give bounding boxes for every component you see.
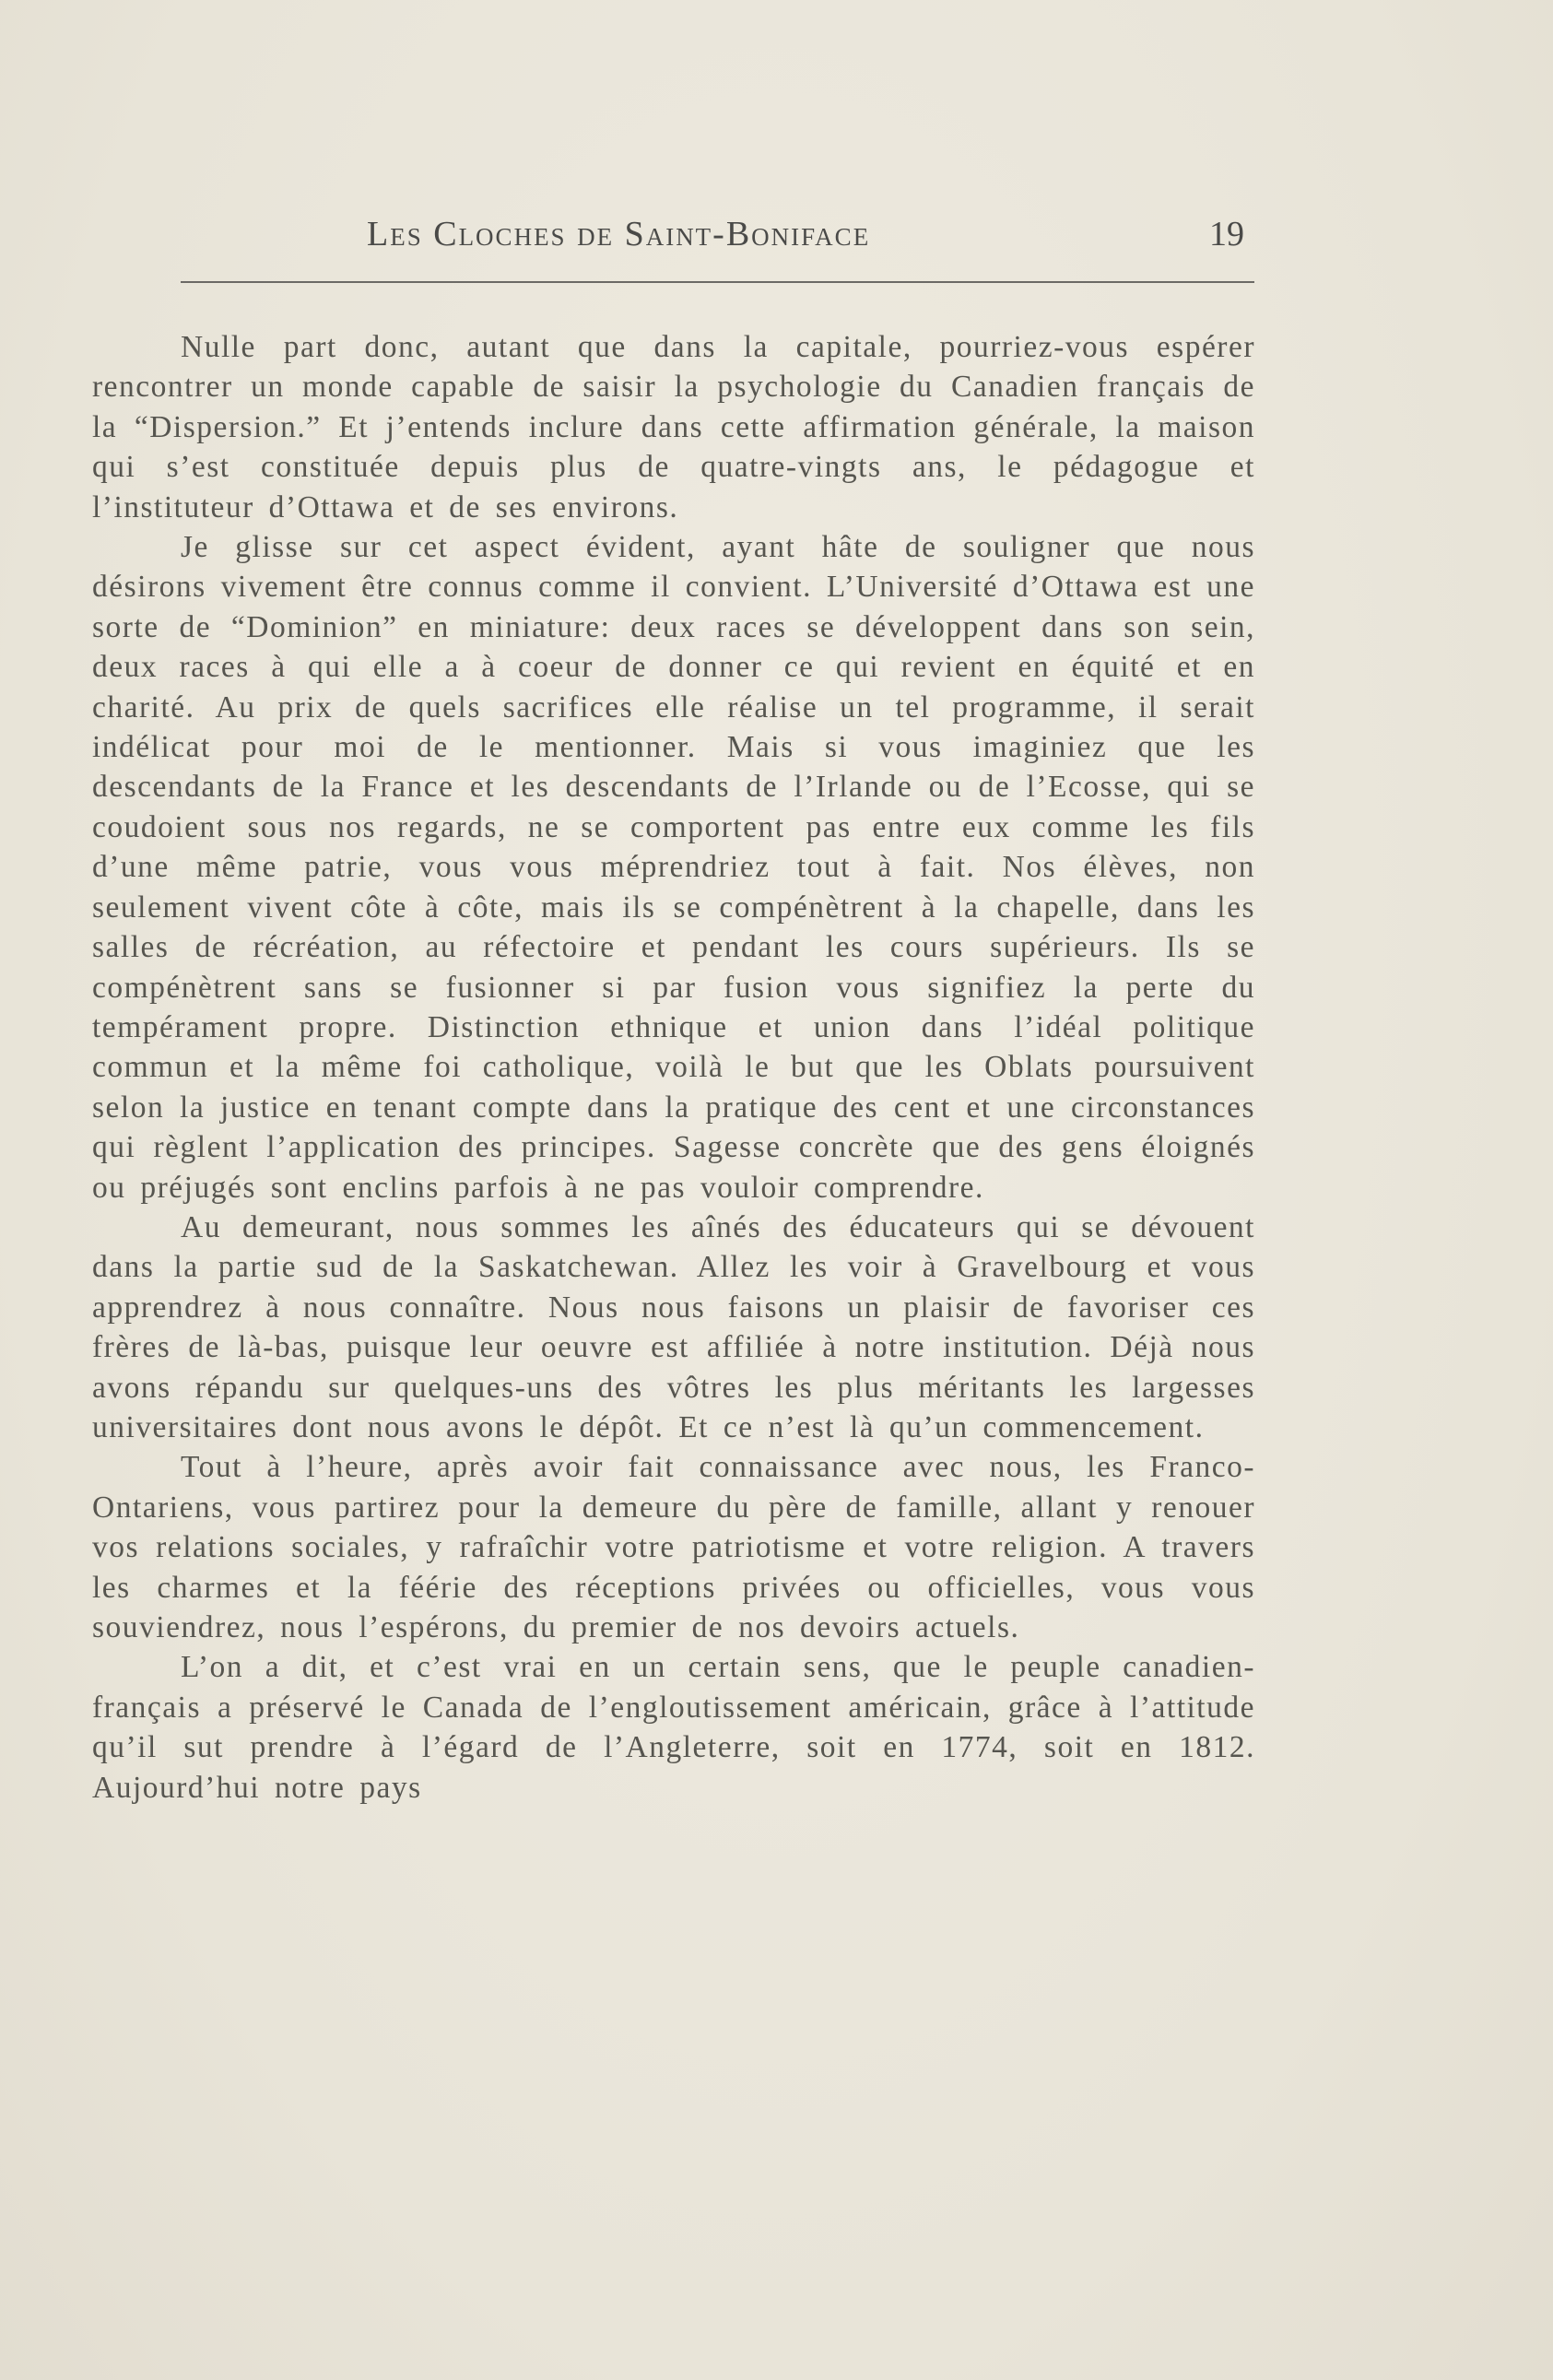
page-header	[92, 214, 1253, 269]
paragraph: Tout à l’heure, après avoir fait connaissance avec nous, les Franco-Ontariens, vous partirez pour la demeure du père de famille, allant y renouer vos relations sociales, y rafraîchir votre patriotisme et votre religion. A travers les charmes et la féérie des réceptions privées ou officielles, vous vous souviendrez, nous l’espérons, du premier de nos devoirs actuels.	[92, 1450, 1255, 1644]
page-number: 19	[1209, 215, 1244, 253]
running-title: Les Cloches de Saint-Boniface	[367, 215, 871, 253]
body-text	[92, 327, 1255, 1808]
paragraph: Au demeurant, nous sommes les aînés des éducateurs qui se dévouent dans la partie sud de la Saskatchewan. Allez les voir à Gravelbourg et vous apprendrez à nous connaître. Nous nous faisons un plaisir de favoriser ces frères de là-bas, puisque leur oeuvre est affiliée à notre institution. Déjà nous avons répandu sur quelques-uns des vôtres les plus méritants les largesses universitaires dont nous avons le dépôt. Et ce n’est là qu’un commencement.	[92, 1209, 1255, 1444]
header-rule	[181, 281, 1254, 283]
paragraph: Je glisse sur cet aspect évident, ayant hâte de souligner que nous désirons vivement être connus comme il convient. L’Université d’Ottawa est une sorte de “Dominion” en miniature: deux races se développent dans son sein, deux races à qui elle a à coeur de donner ce qui revient en équité et en charité. Au prix de quels sacrifices elle réalise un tel programme, il serait indélicat pour moi de le mentionner. Mais si vous imaginiez que les descendants de la France et les descendants de l’Irlande ou de l’Ecosse, qui se coudoient sous nos regards, ne se comportent pas entre eux comme les fils d’une même patrie, vous vous méprendriez tout à fait. Nos élèves, non seulement vivent côte à côte, mais ils se compénètrent à la chapelle, dans les salles de récréation, au réfectoire et pendant les cours supérieurs. Ils se compénètrent sans se fusionner si par fusion vous signifiez la perte du tempérament propre. Distinction ethnique et union dans l’idéal politique commun et la même foi catholique, voilà le but que les Oblats poursuivent selon la justice en tenant compte dans la pratique des cent et une circonstances qui règlent l’application des principes. Sagesse concrète que des gens éloignés ou préjugés sont enclins parfois à ne pas vouloir comprendre.	[92, 530, 1255, 1205]
paragraph: Nulle part donc, autant que dans la capitale, pourriez-vous espérer rencontrer un monde capable de saisir la psychologie du Canadien français de la “Dispersion.” Et j’entends inclure dans cette affirmation générale, la maison qui s’est constituée depuis plus de quatre-vingts ans, le pédagogue et l’instituteur d’Ottawa et de ses environs.	[92, 330, 1255, 524]
paragraph: L’on a dit, et c’est vrai en un certain sens, que le peuple canadien-français a préservé le Canada de l’engloutissement américain, grâce à l’attitude qu’il sut prendre à l’égard de l’Angleterre, soit en 1774, soit en 1812. Aujourd’hui notre pays	[92, 1650, 1255, 1805]
